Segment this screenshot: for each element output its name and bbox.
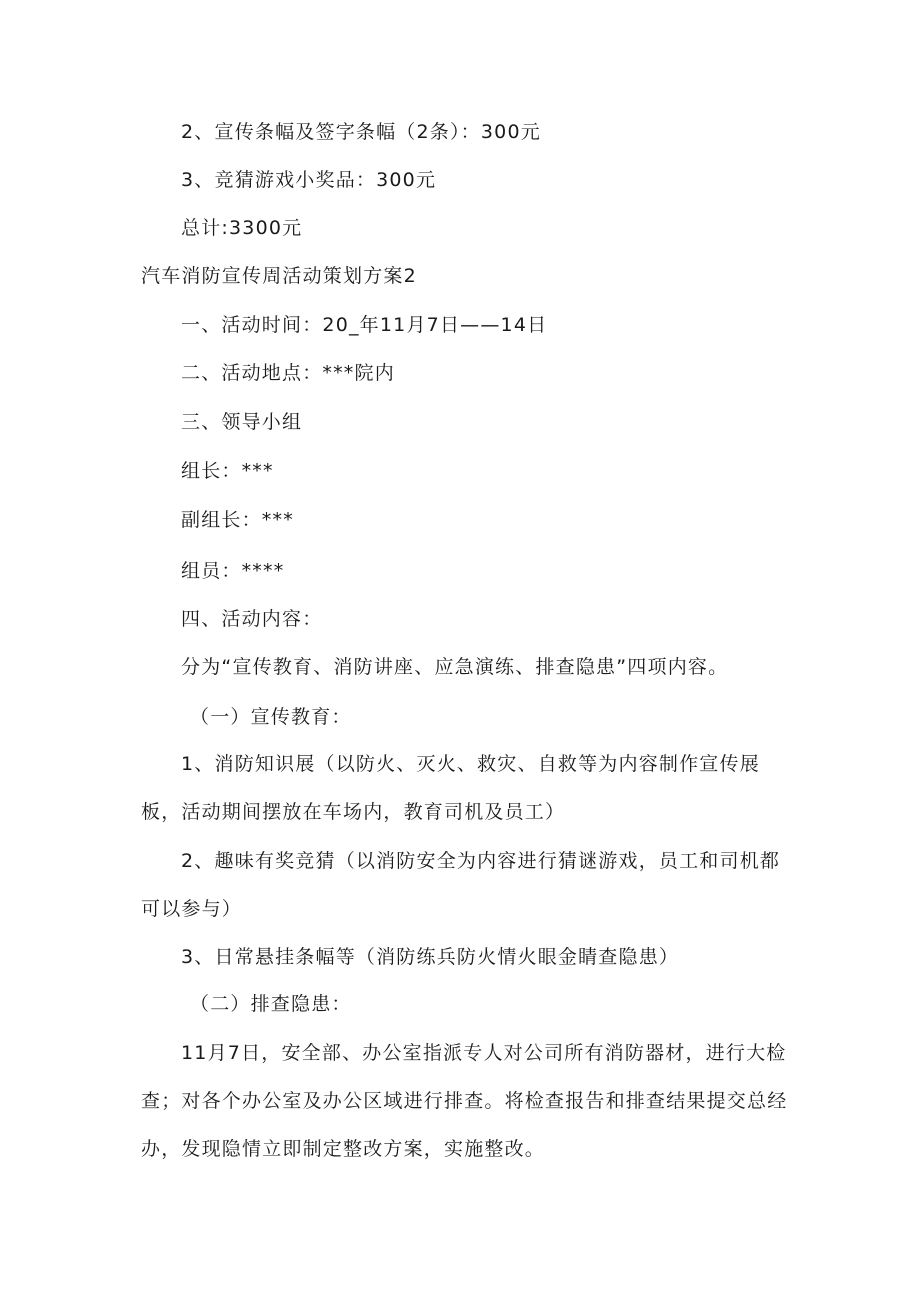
inspection-paragraph-line-1: 11月7日，安全部、办公室指派专人对公司所有消防器材，进行大检 — [181, 1042, 787, 1064]
budget-item-banners: 2、宣传条幅及签字条幅（2条）：300元 — [181, 121, 541, 143]
group-members: 组员：**** — [181, 560, 285, 582]
publicity-item-2-cont: 可以参与） — [141, 898, 243, 920]
subheading-publicity: （一）宣传教育： — [190, 706, 352, 728]
publicity-item-1: 1、消防知识展（以防火、灭火、救灾、自救等为内容制作宣传展 — [181, 753, 760, 775]
publicity-item-1-cont: 板，活动期间摆放在车场内，教育司机及员工） — [141, 801, 566, 823]
budget-total: 总计:3300元 — [181, 217, 303, 239]
activity-location: 二、活动地点：***院内 — [181, 362, 395, 384]
activity-content-summary: 分为“宣传教育、消防讲座、应急演练、排查隐患”四项内容。 — [181, 656, 729, 678]
activity-time: 一、活动时间：20_年11月7日——14日 — [181, 314, 548, 336]
section-title: 汽车消防宣传周活动策划方案2 — [141, 265, 417, 287]
inspection-paragraph-line-3: 办，发现隐情立即制定整改方案，实施整改。 — [141, 1138, 546, 1160]
subheading-inspection: （二）排查隐患： — [190, 993, 352, 1015]
deputy-leader: 副组长：*** — [181, 509, 294, 531]
publicity-item-2: 2、趣味有奖竞猜（以消防安全为内容进行猜谜游戏，员工和司机都 — [181, 850, 781, 872]
publicity-item-3: 3、日常悬挂条幅等（消防练兵防火情火眼金睛查隐患） — [181, 946, 680, 968]
group-leader: 组长：*** — [181, 460, 274, 482]
activity-content-heading: 四、活动内容： — [181, 608, 323, 630]
inspection-paragraph-line-2: 查；对各个办公室及办公区域进行排查。将检查报告和排查结果提交总经 — [141, 1090, 788, 1112]
leadership-heading: 三、领导小组 — [181, 411, 303, 433]
budget-item-prizes: 3、竞猜游戏小奖品：300元 — [181, 169, 437, 191]
